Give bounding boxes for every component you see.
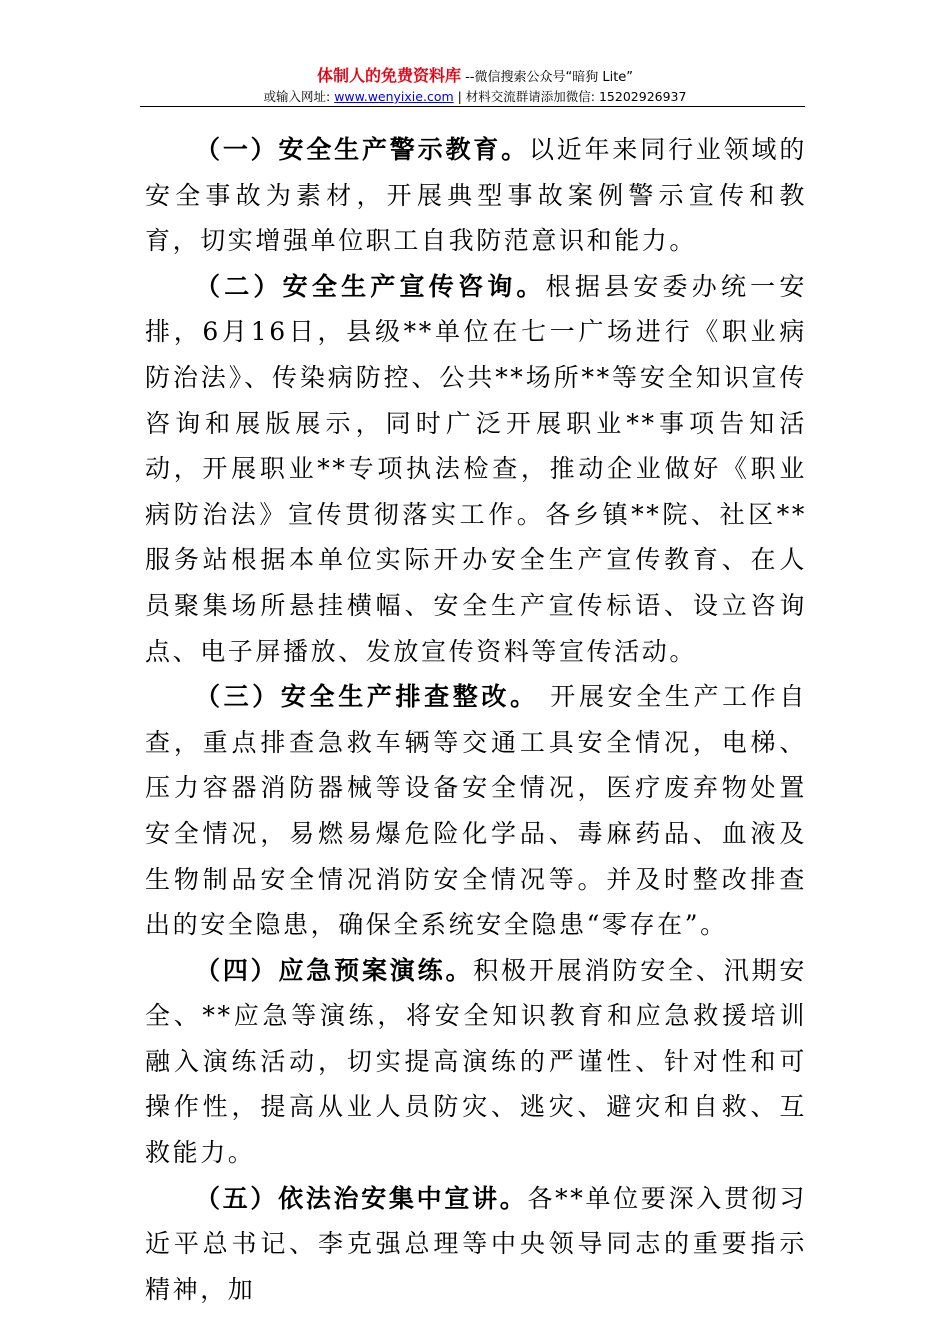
section-4-body: 积极开展消防安全、汛期安全、**应急等演练，将安全知识教育和应急救援培训融入演练活动，切实提高演练的严谨性、针对性和可操作性，提高从业人员防灾、逃灾、避灾和自救、互救能力。 bbox=[145, 955, 807, 1168]
section-5-paragraph bbox=[145, 1176, 807, 1313]
section-1-paragraph bbox=[145, 127, 807, 264]
header-line-1 bbox=[140, 66, 810, 88]
header-contact: | 材料交流群请添加微信: 15202926937 bbox=[453, 89, 687, 104]
section-3-heading: （三）安全生产排查整改。 bbox=[195, 682, 539, 712]
section-2-paragraph bbox=[145, 264, 807, 674]
section-2-heading: （二）安全生产宣传咨询。 bbox=[195, 271, 546, 301]
header-line-2 bbox=[140, 88, 810, 106]
page-header bbox=[140, 66, 810, 106]
section-5-body: 各**单位要深入贯彻习近平总书记、李克强总理等中央领导同志的重要指示精神，加 bbox=[145, 1183, 807, 1304]
section-4-paragraph bbox=[145, 948, 807, 1176]
header-subtitle: --微信搜索公众号“暗狗 Lite” bbox=[460, 70, 634, 85]
header-brand: 体制人的免费资料库 bbox=[316, 66, 461, 85]
section-2-body: 根据县安委办统一安排，6月16日，县级**单位在七一广场进行《职业病防治法》、传染病防控、公共**场所**等安全知识宣传咨询和展版展示，同时广泛开展职业**事项告知活动，开展职业**专项执法检查，推动企业做好《职业病防治法》宣传贯彻落实工作。各乡镇**院、社区**服务站根据本单位实际开办安全生产宣传教育、在人员聚集场所悬挂横幅、安全生产宣传标语、设立咨询点、电子屏播放、发放宣传资料等宣传活动。 bbox=[145, 271, 807, 666]
section-3-paragraph bbox=[145, 674, 807, 948]
section-4-heading: （四）应急预案演练。 bbox=[195, 955, 474, 985]
section-3-body: 开展安全生产工作自查，重点排查急救车辆等交通工具安全情况，电梯、压力容器消防器械等设备安全情况，医疗废弃物处置安全情况，易燃易爆危险化学品、毒麻药品、血液及生物制品安全情况消防安全情况等。并及时整改排查出的安全隐患，确保全系统安全隐患“零存在”。 bbox=[145, 682, 807, 940]
section-5-heading: （五）依法治安集中宣讲。 bbox=[195, 1183, 528, 1213]
section-1-body: 以近年来同行业领域的安全事故为素材，开展典型事故案例警示宣传和教育，切实增强单位职工自我防范意识和能力。 bbox=[145, 135, 807, 256]
document-body bbox=[145, 127, 807, 1312]
section-1-heading: （一）安全生产警示教育。 bbox=[195, 135, 529, 164]
header-divider bbox=[140, 106, 805, 107]
header-url-prefix: 或输入网址: bbox=[263, 89, 335, 104]
header-url-link[interactable]: www.wenyixie.com bbox=[334, 89, 454, 104]
